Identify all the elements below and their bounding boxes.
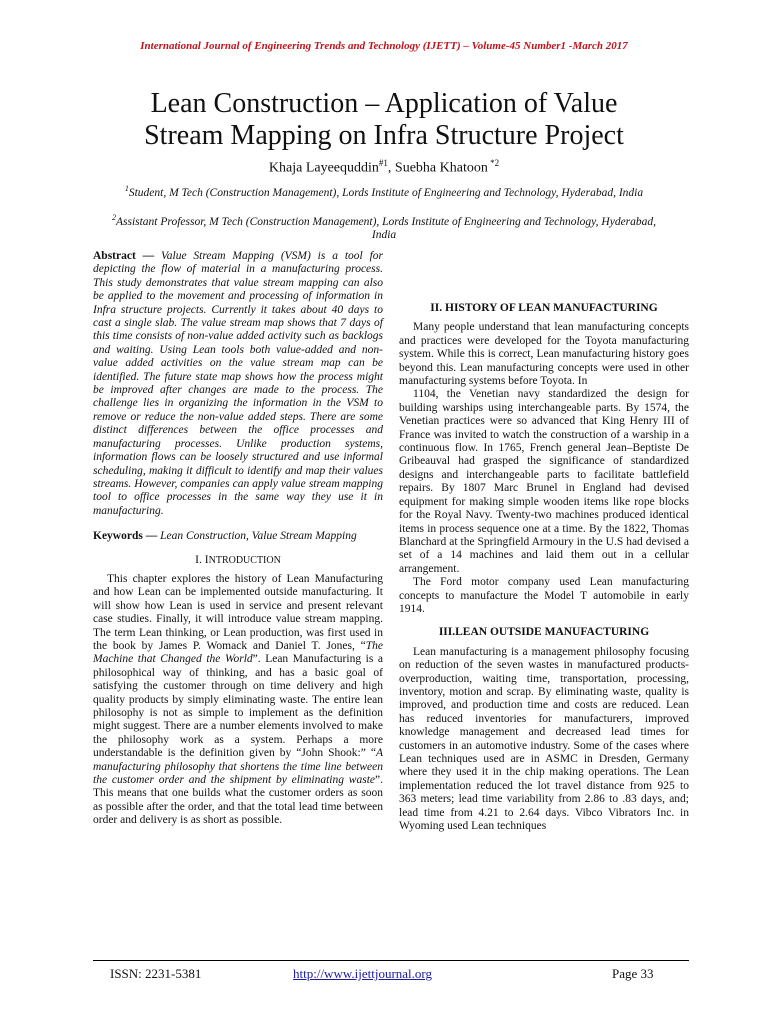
title-line-2: Stream Mapping on Infra Structure Project: [144, 120, 624, 151]
issn: ISSN: 2231-5381: [110, 966, 202, 981]
author-name: Khaja Layeequddin: [268, 160, 379, 176]
section-cap: I: [204, 553, 209, 566]
keywords-label: Keywords —: [93, 530, 158, 543]
history-paragraph: 1104, the Venetian navy standardized the design for building warships using interchangeable parts. By 1574, the Venetian practices were so advanced that King Henry III of France was invited to watch the construction of a warship in a continuous flow. In 1765, French general Jean–Beptiste De Gribeauval had grasped the significance of standardized designs and interchangeable parts to facilitate battlefield repairs. By 1807 Marc Brunel in England had devised equipment for making simple wooden items like rope blocks for the Royal Navy. Twenty-two machines produced identical items in process sequence one at a time. By the 1822, Thomas Blanchard at the Springfield Armoury in the U.S had devised a set of a 14 machines and laid them out in a cellular arrangement.: [399, 388, 689, 575]
intro-paragraph: [93, 573, 383, 828]
author-separator: ,: [387, 160, 395, 176]
left-column: [93, 250, 383, 828]
title-line-1: Lean Construction – Application of Value: [150, 88, 618, 119]
intro-text: ”. This means that one builds what the customer orders as soon as possible after the order, and that the total lead time between order and delivery is as short as possible.: [93, 774, 383, 827]
section-heading-introduction: [93, 554, 383, 567]
intro-text: This chapter explores the history of Lean Manufacturing and how Lean can be implemented outside manufacturing. It will show how Lean is used in service and present relevant case studies. Finally, it will introduce value stream mapping. The term Lean thinking, or Lean production, was first used in the book by James P. Womack and Daniel T. Jones, “: [93, 572, 383, 652]
paper-title: [40, 88, 728, 152]
section-heading-history: II. HISTORY OF LEAN MANUFACTURING: [430, 302, 658, 314]
journal-link[interactable]: http://www.ijettjournal.org: [293, 966, 433, 981]
affiliation-sup: 1: [124, 184, 129, 193]
right-column: [399, 250, 689, 833]
affiliation-sup: 2: [111, 213, 116, 222]
author-sup: *2: [487, 158, 500, 168]
abstract-text: Value Stream Mapping (VSM) is a tool for depicting the flow of material in a manufacturing process. This study demonstrates that value stream mapping can also be applied to the movement and processing of information in Infra structure projects. Currently it takes about 40 days to cast a single slab. The value stream map shows that 7 days of this time consists of non-value added activity such as backlogs and waiting. Using Lean tools both value-added and non-value added activities on the value stream map can be identified. The future state map shows how the process might be improved after changes are made to the process. The challenge lies in organizing the information in the VSM to remove or reduce the non-value added steps. There are some distinct differences between the office processes and manufacturing processes. Unlike production systems, information flows can be loosely structured and use informal scheduling, making it difficult to identify and map their values streams. However, companies can apply value stream mapping tool to office processes in the same way they use it in manufacturing.: [93, 250, 383, 517]
journal-header: International Journal of Engineering Trends and Technology (IJETT) – Volume-45 Number1 -March 2017: [140, 40, 628, 52]
intro-text: ”. Lean Manufacturing is a philosophical way of thinking, and has a basic goal of satisfying the customer through on time delivery and high quality products by simply eliminating waste. The entire lean philosophy is not as simple to implement as the definition might suggest. There are a number elements involved to make the philosophy work as a system. Perhaps a more understandable is the definition given by “John Shook:” “: [93, 653, 383, 760]
keywords-text: Lean Construction, Value Stream Mapping: [157, 530, 357, 543]
history-paragraph: Many people understand that lean manufacturing concepts and practices were developed for the Toyota manufacturing system. While this is correct, Lean manufacturing history goes beyond this. Lean manufacturing concepts were used in other manufacturing systems before Toyota. In: [399, 321, 689, 388]
affiliation-text: Student, M Tech (Construction Management), Lords Institute of Engineering and Technology, Hyderabad, India: [128, 186, 644, 199]
abstract: [93, 250, 383, 518]
affiliation-1: [100, 182, 668, 200]
section-number: I.: [195, 553, 205, 566]
author-sup: #1: [378, 158, 388, 168]
author-list: [0, 158, 768, 177]
page-number: Page 33: [612, 966, 654, 981]
abstract-label: Abstract —: [93, 250, 155, 262]
history-paragraph: The Ford motor company used Lean manufacturing concepts to manufacture the Model T automobile in early 1914.: [399, 576, 689, 615]
shook-quote: A manufacturing philosophy that shortens the time line between the customer order and the shipment by eliminating waste: [93, 747, 383, 787]
affiliation-text: Assistant Professor, M Tech (Construction Management), Lords Institute of Engineering and Technology, Hyderabad, India: [115, 215, 657, 241]
section-title-rest: NTRODUCTION: [208, 554, 281, 566]
keywords: [93, 530, 383, 543]
footer-divider: [93, 960, 689, 961]
affiliation-2: [100, 211, 668, 242]
section-heading-outside: III.LEAN OUTSIDE MANUFACTURING: [438, 626, 650, 639]
outside-paragraph: Lean manufacturing is a management philosophy focusing on reduction of the seven wastes in manufactured products-overproduction, waiting time, transportation, processing, inventory, motion and scrap. By eliminating waste, quality is improved, and production time and costs are reduced. Lean has reduced inventories for manufacturers, improved knowledge management and decreased lead times for customers in an automotive industry. Some of the cases where Lean techniques used are in ASMC in Dresden, Germany where they used it in the chip making operations. The Lean implementation reduced the lot travel distance from 925 to 363 meters; lead time variability from 2.86 to .83 days, and; lead time from 4.21 to 2.64 days. Vibco Vibrators Inc. in Wyoming used Lean techniques: [399, 645, 689, 833]
author-name: Suebha Khatoon: [394, 160, 488, 176]
book-title: The Machine that Changed the World: [93, 639, 383, 666]
